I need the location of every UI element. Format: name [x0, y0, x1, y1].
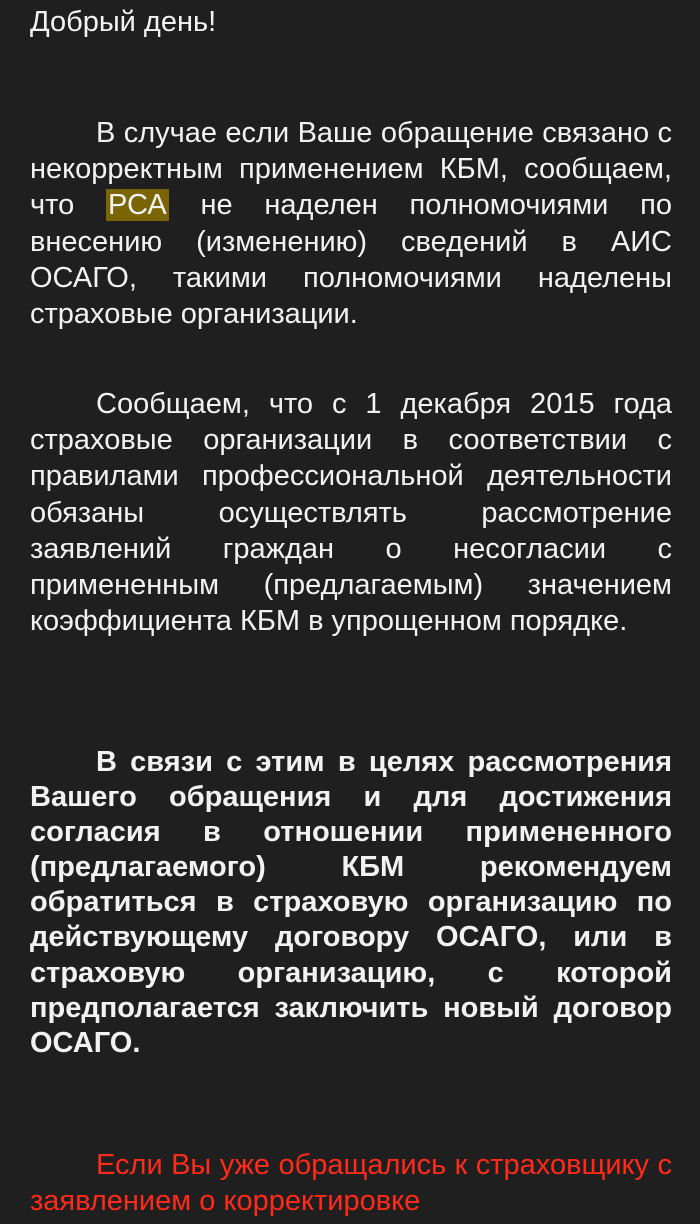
paragraph-kbm-notice-end: не наделен полномочиями по внесению (изменению) сведений в АИС ОСАГО, такими полномочиями наделены страховые организации.	[30, 189, 672, 331]
paragraph-prior-request-warning: Если Вы уже обращались к страховщику с заявлением о корректировке	[30, 1149, 672, 1218]
greeting-text: Добрый день!	[30, 6, 217, 38]
highlighted-rsa-term: РСА	[108, 189, 167, 222]
paragraph-insurers-obligation: Сообщаем, что с 1 декабря 2015 года страховые организации в соответствии с правилами профессиональной деятельности обязаны осуществлять рассмотрение заявлений граждан о несогласии с примененным (предлагаемым) значением коэффициента КБМ в упрощенном порядке.	[30, 388, 672, 638]
paragraph-kbm-notice-start: В случае если Ваше обращение связано с некорректным применением КБМ, сообщаем, что	[30, 117, 672, 222]
paragraph-kbm-notice	[30, 115, 672, 332]
paragraph-recommendation: В связи с этим в целях рассмотрения Вашего обращения и для достижения согласия в отношении примененного (предлагаемого) КБМ рекомендуем обратиться в страховую организацию по действующему договору ОСАГО, или в страховую организацию, с которой предполагается заключить новый договор ОСАГО.	[30, 746, 672, 1059]
